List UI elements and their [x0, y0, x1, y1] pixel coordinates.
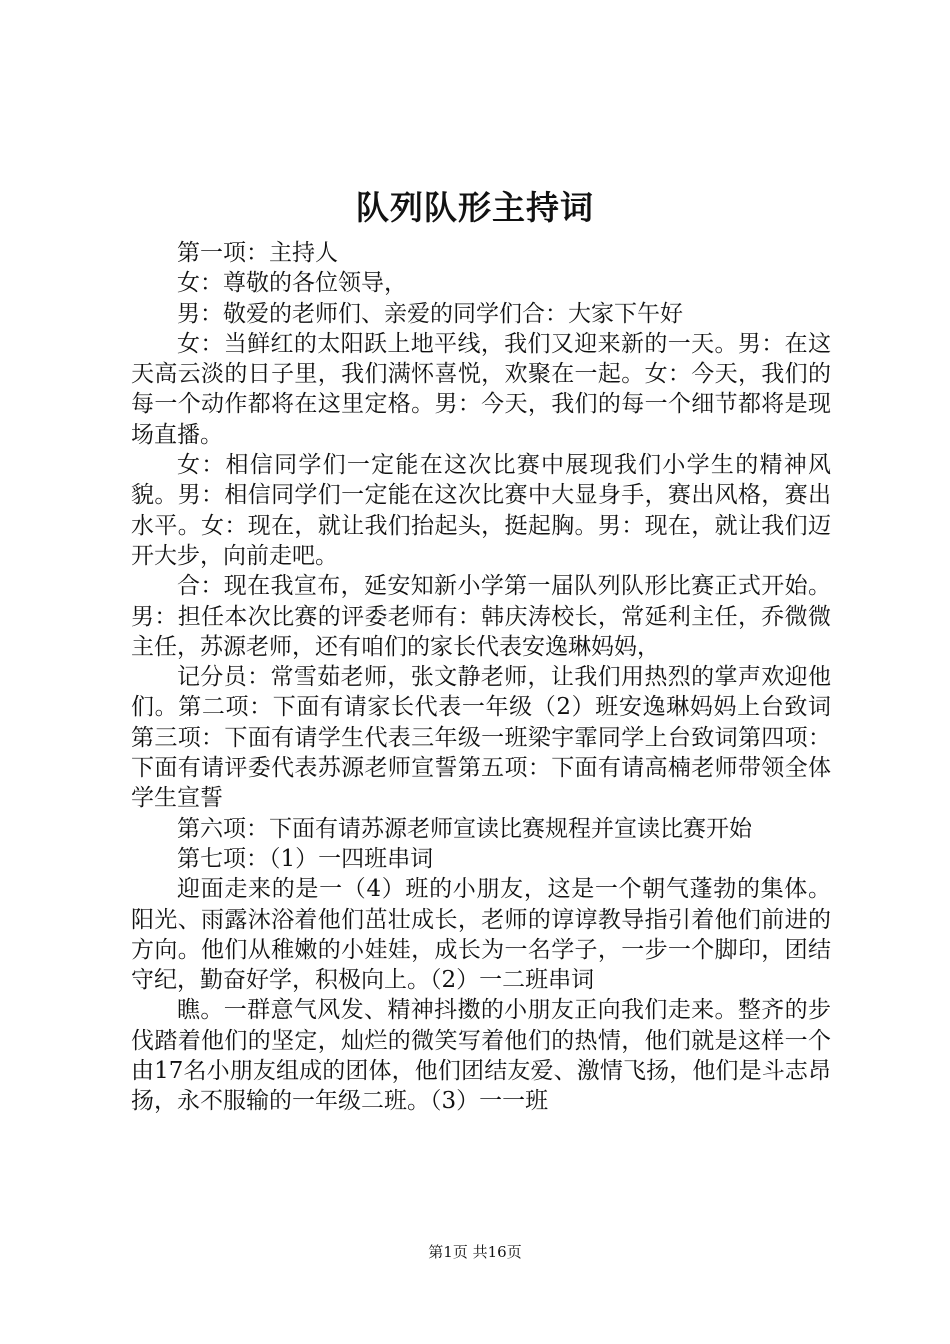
paragraph: 男：敬爱的老师们、亲爱的同学们合：大家下午好 — [177, 300, 683, 327]
paragraph: 记分员：常雪茹老师，张文静老师，让我们用热烈的掌声欢迎他们。第二项：下面有请家长代表一年级（2）班安逸琳妈妈上台致词第三项：下面有请学生代表三年级一班梁宇霏同学上台致词第四项：下面有请评委代表苏源老师宣誓第五项：下面有请高楠老师带领全体学生宣誓 — [131, 664, 831, 812]
paragraph: 第七项：（1）一四班串词 — [177, 845, 434, 872]
paragraph: 女：尊敬的各位领导， — [177, 270, 407, 297]
paragraph: 迎面走来的是一（4）班的小朋友，这是一个朝气蓬勃的集体。阳光、雨露沐浴着他们茁壮成长，老师的谆谆教导指引着他们前进的方向。他们从稚嫩的小娃娃，成长为一名学子，一步一个脚印，团结守纪，勤奋好学，积极向上。（2）一二班串词 — [131, 876, 831, 994]
page-title: 队列队形主持词 — [356, 188, 594, 227]
paragraph: 第六项：下面有请苏源老师宣读比赛规程并宣读比赛开始 — [177, 815, 752, 842]
document-body — [131, 238, 831, 1117]
paragraph: 合：现在我宣布，延安知新小学第一届队列队形比赛正式开始。男：担任本次比赛的评委老师有：韩庆涛校长，常延利主任，乔微微主任，苏源老师，还有咱们的家长代表安逸琳妈妈， — [131, 573, 831, 660]
paragraph: 女：相信同学们一定能在这次比赛中展现我们小学生的精神风貌。男：相信同学们一定能在这次比赛中大显身手，赛出风格，赛出水平。女：现在，就让我们抬起头，挺起胸。男：现在，就让我们迈开大步，向前走吧。 — [131, 452, 831, 569]
paragraph: 瞧。一群意气风发、精神抖擞的小朋友正向我们走来。整齐的步伐踏着他们的坚定，灿烂的微笑写着他们的热情，他们就是这样一个由17名小朋友组成的团体，他们团结友爱、激情飞扬，他们是斗志昂扬，永不服输的一年级二班。（3）一一班 — [131, 997, 831, 1115]
paragraph: 第一项：主持人 — [177, 240, 338, 266]
paragraph: 女：当鲜红的太阳跃上地平线，我们又迎来新的一天。男：在这天高云淡的日子里，我们满怀喜悦，欢聚在一起。女：今天，我们的每一个动作都将在这里定格。男：今天，我们的每一个细节都将是现场直播。 — [131, 330, 831, 448]
page-footer: 第1页 共16页 — [428, 1243, 522, 1261]
